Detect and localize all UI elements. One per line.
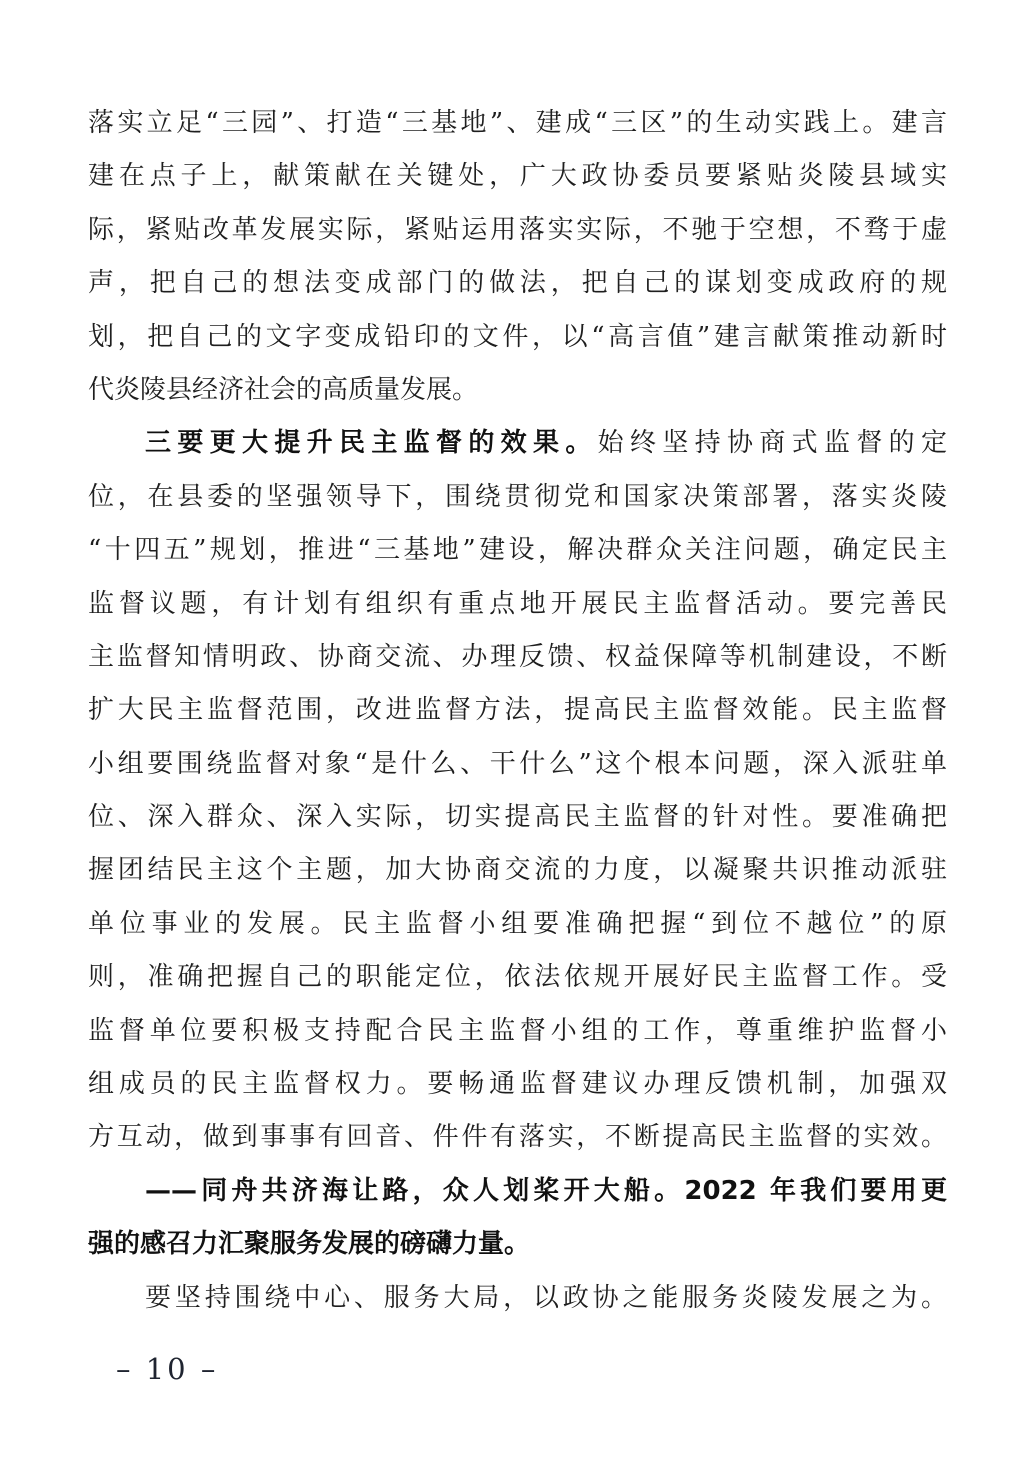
text-line — [88, 1058, 947, 1111]
body-text: 则，准确把握自己的职能定位，依法依规开展好民主监督工作。受 — [88, 962, 947, 993]
text-line — [88, 471, 947, 524]
body-text: 组成员的民主监督权力。要畅通监督建议办理反馈机制，加强双 — [88, 1069, 947, 1100]
text-line — [88, 97, 947, 150]
page-number: – 10 – — [116, 1352, 219, 1386]
emphasis-text: ——同舟共济海让路，众人划桨开大船。2022 年我们要用更 — [145, 1175, 947, 1206]
text-line — [88, 631, 947, 684]
body-text: 扩大民主监督范围，改进监督方法，提高民主监督效能。民主监督 — [88, 695, 947, 726]
body-text: 位、深入群众、深入实际，切实提高民主监督的针对性。要准确把 — [88, 802, 947, 833]
text-line — [88, 204, 947, 257]
body-text: 位，在县委的坚强领导下，围绕贯彻党和国家决策部署，落实炎陵 — [88, 481, 947, 512]
text-line — [88, 684, 947, 737]
text-line — [88, 257, 947, 310]
text-line — [88, 1111, 947, 1164]
text-line — [88, 738, 947, 791]
body-text: 划，把自己的文字变成铅印的文件，以“高言值”建言献策推动新时 — [88, 321, 947, 352]
text-line — [88, 150, 947, 203]
body-text: 主监督知情明政、协商交流、办理反馈、权益保障等机制建设，不断 — [88, 641, 947, 672]
body-text: 小组要围绕监督对象“是什么、干什么”这个根本问题，深入派驻单 — [88, 748, 947, 779]
text-line — [88, 791, 947, 844]
text-line — [88, 311, 947, 364]
text-line — [88, 1005, 947, 1058]
emphasis-text: 强的感召力汇聚服务发展的磅礴力量。 — [88, 1229, 531, 1260]
body-text: 落实立足“三园”、打造“三基地”、建成“三区”的生动实践上。建言 — [88, 108, 947, 138]
body-text: 握团结民主这个主题，加大协商交流的力度，以凝聚共识推动派驻 — [88, 855, 947, 886]
text-line — [88, 364, 947, 417]
body-text: 要坚持围绕中心、服务大局，以政协之能服务炎陵发展之为。 — [145, 1282, 947, 1313]
text-line — [88, 524, 947, 577]
text-line — [88, 1272, 947, 1325]
emphasis-text: 三要更大提升民主监督的效果。 — [145, 428, 598, 459]
body-text: 方互动，做到事事有回音、件件有落实，不断提高民主监督的实效。 — [88, 1122, 947, 1153]
text-line — [88, 1165, 947, 1218]
body-text: 代炎陵县经济社会的高质量发展。 — [88, 374, 479, 405]
text-line — [88, 417, 947, 470]
text-line — [88, 898, 947, 951]
body-text: 监督单位要积极支持配合民主监督小组的工作，尊重维护监督小 — [88, 1015, 947, 1046]
text-line — [88, 1218, 947, 1271]
document-body — [88, 97, 947, 1325]
body-text: 单位事业的发展。民主监督小组要准确把握“到位不越位”的原 — [88, 908, 947, 939]
text-line — [88, 578, 947, 631]
body-text: 监督议题，有计划有组织有重点地开展民主监督活动。要完善民 — [88, 588, 947, 619]
body-text: 声，把自己的想法变成部门的做法，把自己的谋划变成政府的规 — [88, 268, 947, 299]
body-text: 际，紧贴改革发展实际，紧贴运用落实实际，不驰于空想，不骛于虚 — [88, 214, 947, 245]
body-text: 始终坚持协商式监督的定 — [597, 428, 947, 459]
text-line — [88, 951, 947, 1004]
text-line — [88, 844, 947, 897]
body-text: “十四五”规划，推进“三基地”建设，解决群众关注问题，确定民主 — [88, 535, 947, 566]
body-text: 建在点子上，献策献在关键处，广大政协委员要紧贴炎陵县域实 — [88, 161, 947, 192]
